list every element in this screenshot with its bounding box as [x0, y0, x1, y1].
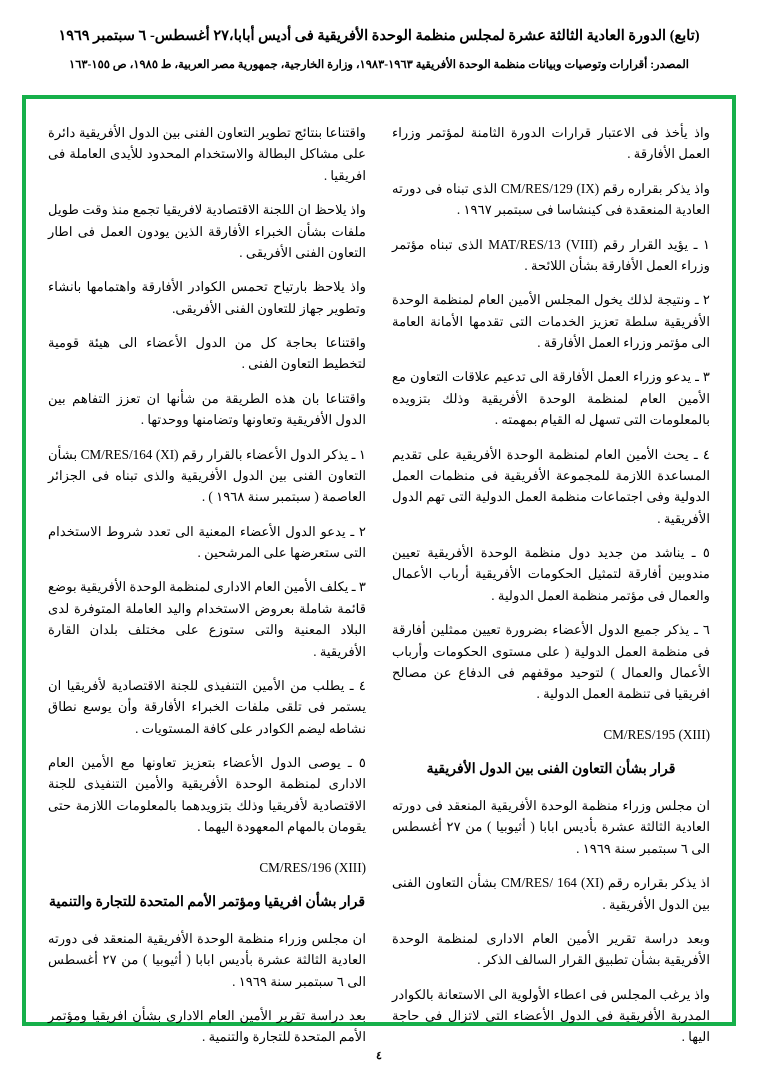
paragraph: واقتناعا بنتائج تطوير التعاون الفنى بين الدول الأفريقية دائرة على مشاكل البطالة والاستخدام المحدود للأيدى العاملة فى افريقيا . — [48, 125, 366, 183]
paragraph: ٤ ـ يحث الأمين العام لمنظمة الوحدة الأفريقية على تقديم المساعدة اللازمة للمجموعة الأفريقية فى منظمات العمل الدولية وفى اجتماعات منظمة العمل الدولية التى تهم الدول الأفريقية . — [392, 446, 710, 526]
paragraph: ان مجلس وزراء منظمة الوحدة الأفريقية المنعقد فى دورته العادية الثالثة عشرة بأديس ابابا ( أثيوبيا ) من ٢٧ أغسطس الى ٦ سبتمبر سنة ١٩٦٩ . — [48, 930, 366, 989]
paragraph: ٢ ـ يدعو الدول الأعضاء المعنية الى تعدد شروط الاستخدام التى ستعرضها على المرشحين . — [48, 523, 366, 560]
paragraph: ٣ ـ يكلف الأمين العام الادارى لمنظمة الوحدة الأفريقية بوضع قائمة شاملة بعروض الاستخدام واليد العاملة المتوفرة لدى البلاد المعنية والتى ستوزع على مختلف بلدان القارة الأفريقية . — [48, 579, 366, 659]
column-right — [392, 122, 710, 1045]
paragraph: ٦ ـ يذكر جميع الدول الأعضاء بضرورة تعيين ممثلين أفارقة فى منظمة العمل الدولية ( على مستوى الحكومات وأرباب الأعمال والعمال ) لتوحيد موقفهم فى الدفاع عن مصالح افريقيا فى تنظمة العمل الدولية . — [392, 622, 710, 702]
content-columns — [34, 104, 724, 1045]
paragraph: ٢ ـ ونتيجة لذلك يخول المجلس الأمين العام لمنظمة الوحدة الأفريقية سلطة تعزيز الخدمات التى تقدمها الأمانة العامة الى مؤتمر وزراء العمل الأفارقة . — [392, 292, 710, 350]
resolution-title: قرار بشأن التعاون الفنى بين الدول الأفريقية — [426, 761, 676, 777]
paragraph: ١ ـ يذكر الدول الأعضاء بالقرار رقم CM/RES/164 (XI) بشأن التعاون الفنى بين الدول الأفريقية والذى تبناه فى الجزائر العاصمة ( سبتمبر سنة ١٩٦٨ ) . — [48, 446, 367, 505]
paragraph: اذ يذكر بقراره رقم (XI) CM/RES/ 164 بشأن التعاون الفنى بين الدول الأفريقية . — [392, 875, 710, 912]
paragraph: واقتناعا بان هذه الطريقة من شأنها ان تعزز التفاهم بين الدول الأفريقية وتعاونها وتضامنها ووحدتها . — [48, 390, 366, 428]
paragraph: واذ يلاحظ بارتياح تحمس الكوادر الأفارقة واهتمامها بانشاء وتطوير جهاز للتعاون الفنى الأفريقى. — [48, 279, 366, 316]
paragraph: ٥ ـ يناشد من جديد دول منظمة الوحدة الأفريقية تعيين مندوبين أفارقة لتمثيل الحكومات الأفريقية أرباب الأعمال والعمال فى مؤتمر منظمة العمل الدولية . — [392, 545, 710, 603]
paragraph: واقتناعا بحاجة كل من الدول الأعضاء الى هيئة قومية لتخطيط التعاون الفنى . — [48, 335, 366, 372]
paragraph: ان مجلس وزراء منظمة الوحدة الأفريقية المنعقد فى دورته العادية الثالثة عشرة بأديس ابابا ( أثيوبيا ) من ٢٧ أغسطس الى ٦ سبتمبر سنة ١٩٦٩ . — [392, 798, 710, 856]
paragraph: ٣ ـ يدعو وزراء العمل الأفارقة الى تدعيم علاقات التعاون مع الأمين العام لمنظمة الوحدة الأفريقية وذلك بتزويده بالمعلومات التى تسهل له القيام بمهمته . — [392, 369, 710, 428]
paragraph: وبعد دراسة تقرير الأمين العام الادارى لمنظمة الوحدة الأفريقية بشأن تطبيق القرار السالف الذكر . — [392, 930, 710, 968]
page-number: ٤ — [376, 1050, 382, 1062]
resolution-code: CM/RES/196 (XIII) — [259, 859, 366, 875]
paragraph: واذ يذكر بقراره رقم (IX) CM/RES/129 الذى تبناه فى دورته العادية المنعقدة فى كينشاسا فى سبتمبر ١٩٦٧ . — [392, 180, 710, 218]
paragraph: بعد دراسة تقرير الأمين العام الادارى بشأن افريقيا ومؤتمر الأمم المتحدة للتجارة والتنمية . — [48, 1008, 366, 1045]
page-header — [0, 0, 758, 74]
paragraph: ٤ ـ يطلب من الأمين التنفيذى للجنة الاقتصادية لأفريقيا ان يستمر فى تلقى ملفات الخبراء الأفارقة وأن يوسع نطاق نشاطه ليضم الكوادر على كافة المستويات . — [48, 677, 366, 736]
resolution-code: CM/RES/195 (XIII) — [603, 726, 710, 742]
paragraph: واذ يلاحظ ان اللجنة الاقتصادية لافريقيا تجمع منذ وقت طويل ملفات بشأن الخبراء الأفارقة الذين يودون العمل فى اطار التعاون الفنى الأفريقى . — [48, 202, 366, 260]
resolution-title: قرار بشأن افريقيا ومؤتمر الأمم المتحدة للتجارة والتنمية — [48, 894, 366, 910]
paragraph: واذ يرغب المجلس فى اعطاء الأولوية الى الاستعانة بالكوادر المدربة الأفريقية فى الدول الأعضاء التى لاتزال فى حاجة اليها . — [392, 986, 710, 1045]
paragraph: ٥ ـ يوصى الدول الأعضاء بتعزيز تعاونها مع الأمين العام الادارى لمنظمة الوحدة الأفريقية والأمين التنفيذى للجنة الاقتصادية لأفريقيا وذلك بتزويدهما بالمعلومات اللازمة حتى يقومان بالمهام المعهودة اليهما . — [48, 755, 366, 835]
paragraph: ١ ـ يؤيد القرار رقم (VIII) MAT/RES/13 الذى تبناه مؤتمر وزراء العمل الأفارقة بشأن اللائحة . — [392, 236, 710, 273]
page-title: (تابع) الدورة العادية الثالثة عشرة لمجلس منظمة الوحدة الأفريقية فى أديس أبابا،٢٧ أغسطس- ٦ سبتمبر ١٩٦٩ — [58, 28, 700, 44]
source-line: المصدر: أقرارات وتوصيات وبيانات منظمة الوحدة الأفريقية ١٩٦٣-١٩٨٣، وزارة الخارجية، جمهورية مصر العربية، ط ١٩٨٥، ص ١٥٥-١٦٣ — [69, 58, 689, 71]
paragraph: واذ يأخذ فى الاعتبار قرارات الدورة الثامنة لمؤتمر وزراء العمل الأفارقة . — [392, 125, 710, 162]
column-left — [48, 122, 367, 1045]
